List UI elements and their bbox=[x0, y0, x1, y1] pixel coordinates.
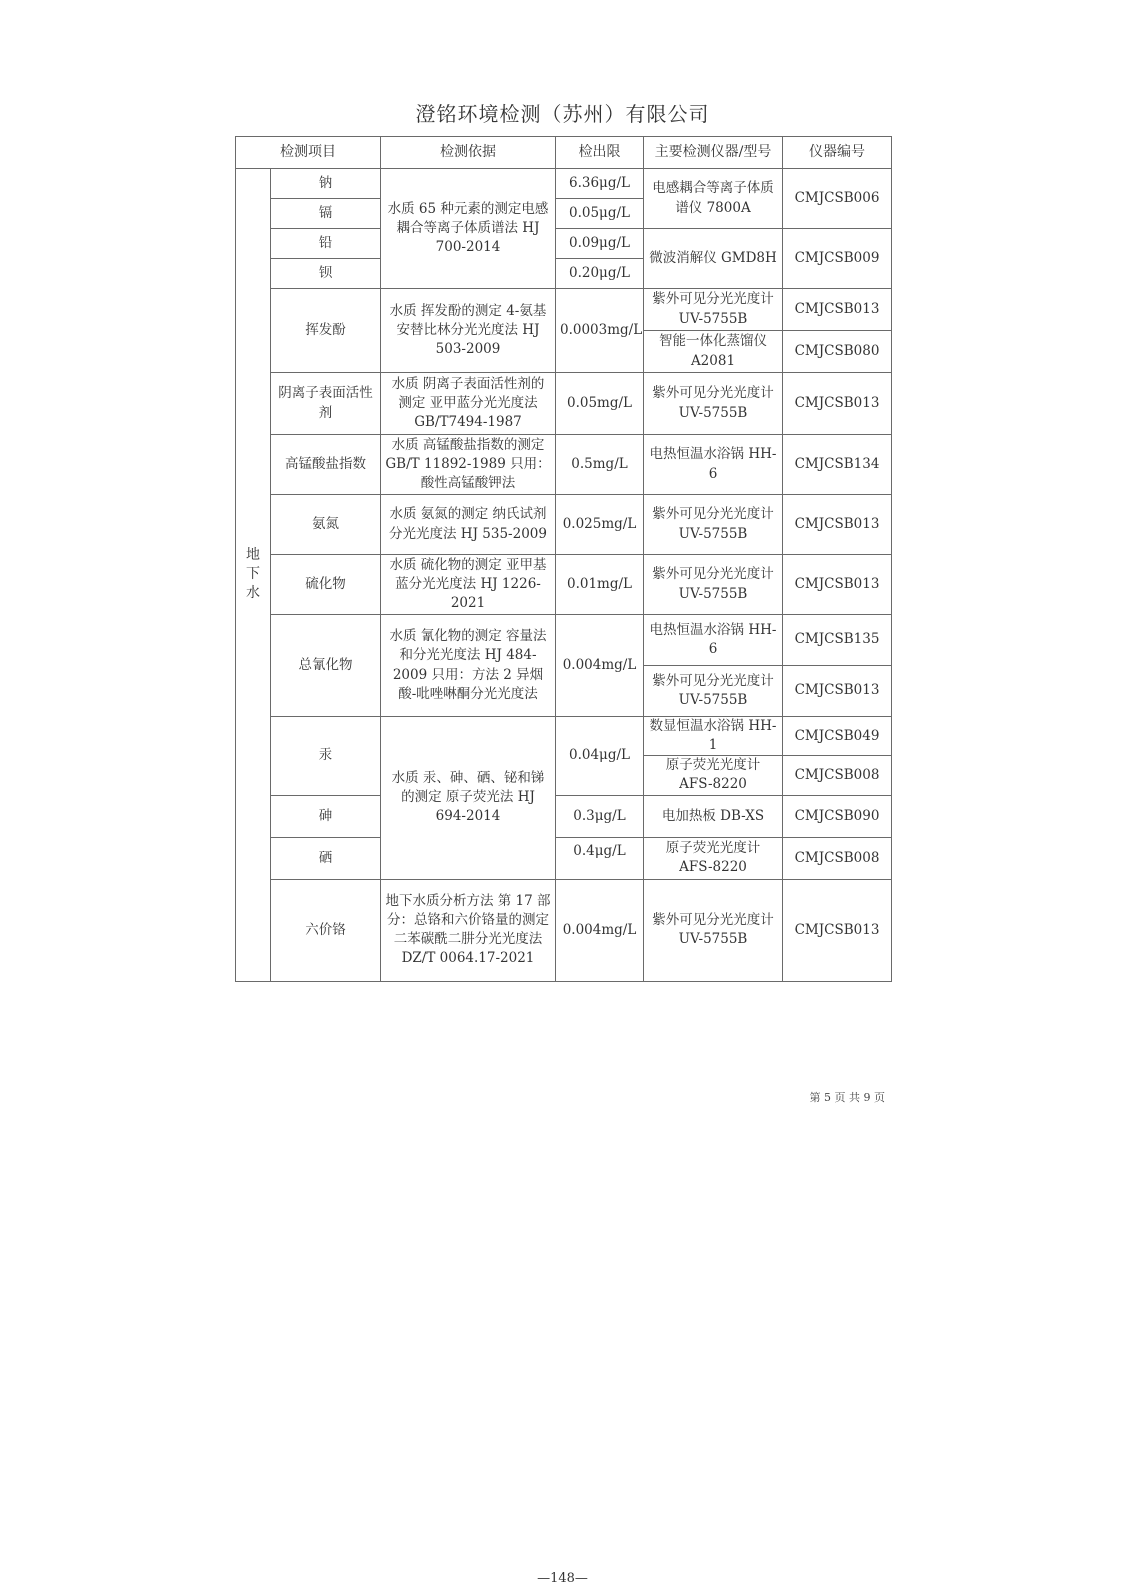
table-row bbox=[236, 229, 892, 259]
header-basis: 检测依据 bbox=[381, 137, 556, 169]
limit-cell: 0.025mg/L bbox=[556, 495, 644, 555]
number-cell: CMJCSB013 bbox=[783, 289, 892, 331]
instrument-cell: 紫外可见分光光度计 UV-5755B bbox=[644, 289, 783, 331]
number-cell: CMJCSB080 bbox=[783, 331, 892, 373]
instrument-cell: 智能一体化蒸馏仪 A2081 bbox=[644, 331, 783, 373]
item-cell: 阴离子表面活性剂 bbox=[271, 373, 381, 435]
basis-cell: 水质 硫化物的测定 亚甲基蓝分光光度法 HJ 1226-2021 bbox=[381, 555, 556, 615]
basis-cell: 地下水质分析方法 第 17 部分：总铬和六价铬量的测定 二苯碳酰二肼分光光度法 DZ/T 0064.17-2021 bbox=[381, 879, 556, 981]
instrument-cell: 紫外可见分光光度计 UV-5755B bbox=[644, 373, 783, 435]
page-indicator: 第 5 页 共 9 页 bbox=[809, 1091, 885, 1104]
limit-cell: 0.01mg/L bbox=[556, 555, 644, 615]
header-instrument: 主要检测仪器/型号 bbox=[644, 137, 783, 169]
limit-cell: 0.04μg/L bbox=[556, 717, 644, 796]
limit-cell: 0.3μg/L bbox=[556, 795, 644, 837]
item-cell: 六价铬 bbox=[271, 879, 381, 981]
item-cell: 汞 bbox=[271, 717, 381, 796]
item-cell: 钡 bbox=[271, 259, 381, 289]
item-cell: 硒 bbox=[271, 837, 381, 879]
instrument-cell: 原子荧光光度计 AFS-8220 bbox=[644, 756, 783, 795]
table-row bbox=[236, 879, 892, 981]
table-row bbox=[236, 837, 892, 879]
table-row bbox=[236, 289, 892, 331]
instrument-cell: 电热恒温水浴锅 HH-6 bbox=[644, 615, 783, 666]
limit-cell: 0.05mg/L bbox=[556, 373, 644, 435]
number-cell: CMJCSB013 bbox=[783, 555, 892, 615]
item-cell: 挥发酚 bbox=[271, 289, 381, 373]
limit-cell: 0.004mg/L bbox=[556, 615, 644, 717]
company-title: 澄铭环境检测（苏州）有限公司 bbox=[415, 102, 710, 126]
item-cell: 镉 bbox=[271, 199, 381, 229]
number-cell: CMJCSB013 bbox=[783, 879, 892, 981]
number-cell: CMJCSB135 bbox=[783, 615, 892, 666]
table-header-row bbox=[236, 137, 892, 169]
category-label: 地下水 bbox=[246, 547, 260, 602]
table-row bbox=[236, 717, 892, 756]
basis-cell: 水质 挥发酚的测定 4-氨基安替比林分光光度法 HJ 503-2009 bbox=[381, 289, 556, 373]
limit-cell: 0.05μg/L bbox=[556, 199, 644, 229]
number-cell: CMJCSB013 bbox=[783, 373, 892, 435]
basis-cell: 水质 汞、砷、硒、铋和锑的测定 原子荧光法 HJ 694-2014 bbox=[381, 717, 556, 880]
instrument-cell: 紫外可见分光光度计 UV-5755B bbox=[644, 879, 783, 981]
header-item: 检测项目 bbox=[236, 137, 381, 169]
number-cell: CMJCSB090 bbox=[783, 795, 892, 837]
item-cell: 砷 bbox=[271, 795, 381, 837]
document-number: —148— bbox=[537, 1571, 588, 1586]
limit-cell: 6.36μg/L bbox=[556, 169, 644, 199]
limit-cell: 0.20μg/L bbox=[556, 259, 644, 289]
instrument-cell: 紫外可见分光光度计 UV-5755B bbox=[644, 666, 783, 717]
testing-methods-table bbox=[235, 136, 892, 982]
instrument-cell: 紫外可见分光光度计 UV-5755B bbox=[644, 495, 783, 555]
item-cell: 钠 bbox=[271, 169, 381, 199]
basis-cell: 水质 氰化物的测定 容量法和分光光度法 HJ 484-2009 只用：方法 2 异烟酸-吡唑啉酮分光光度法 bbox=[381, 615, 556, 717]
item-cell: 总氰化物 bbox=[271, 615, 381, 717]
basis-cell: 水质 高锰酸盐指数的测定 GB/T 11892-1989 只用：酸性高锰酸钾法 bbox=[381, 435, 556, 495]
table-row bbox=[236, 373, 892, 435]
limit-cell: 0.09μg/L bbox=[556, 229, 644, 259]
item-cell: 硫化物 bbox=[271, 555, 381, 615]
item-cell: 铅 bbox=[271, 229, 381, 259]
number-cell: CMJCSB134 bbox=[783, 435, 892, 495]
table-row bbox=[236, 495, 892, 555]
table-row bbox=[236, 435, 892, 495]
basis-cell: 水质 氨氮的测定 纳氏试剂分光光度法 HJ 535-2009 bbox=[381, 495, 556, 555]
table-row bbox=[236, 169, 892, 199]
limit-cell: 0.0003mg/L bbox=[556, 289, 644, 373]
table-row bbox=[236, 555, 892, 615]
instrument-cell: 原子荧光光度计 AFS-8220 bbox=[644, 837, 783, 879]
limit-cell: 0.5mg/L bbox=[556, 435, 644, 495]
number-cell: CMJCSB049 bbox=[783, 717, 892, 756]
instrument-cell: 电热恒温水浴锅 HH-6 bbox=[644, 435, 783, 495]
instrument-cell: 紫外可见分光光度计 UV-5755B bbox=[644, 555, 783, 615]
number-cell: CMJCSB013 bbox=[783, 666, 892, 717]
item-cell: 高锰酸盐指数 bbox=[271, 435, 381, 495]
number-cell: CMJCSB008 bbox=[783, 837, 892, 879]
instrument-cell: 电加热板 DB-XS bbox=[644, 795, 783, 837]
number-cell: CMJCSB009 bbox=[783, 229, 892, 289]
table-row bbox=[236, 795, 892, 837]
header-limit: 检出限 bbox=[556, 137, 644, 169]
limit-cell: 0.4μg/L bbox=[556, 837, 644, 879]
table-row bbox=[236, 615, 892, 666]
category-cell bbox=[236, 169, 271, 982]
instrument-cell: 数显恒温水浴锅 HH-1 bbox=[644, 717, 783, 756]
basis-cell: 水质 阴离子表面活性剂的测定 亚甲蓝分光光度法 GB/T7494-1987 bbox=[381, 373, 556, 435]
number-cell: CMJCSB006 bbox=[783, 169, 892, 229]
header-number: 仪器编号 bbox=[783, 137, 892, 169]
limit-cell: 0.004mg/L bbox=[556, 879, 644, 981]
instrument-cell: 电感耦合等离子体质谱仪 7800A bbox=[644, 169, 783, 229]
number-cell: CMJCSB008 bbox=[783, 756, 892, 795]
instrument-cell: 微波消解仪 GMD8H bbox=[644, 229, 783, 289]
basis-cell: 水质 65 种元素的测定电感耦合等离子体质谱法 HJ 700-2014 bbox=[381, 169, 556, 289]
number-cell: CMJCSB013 bbox=[783, 495, 892, 555]
item-cell: 氨氮 bbox=[271, 495, 381, 555]
